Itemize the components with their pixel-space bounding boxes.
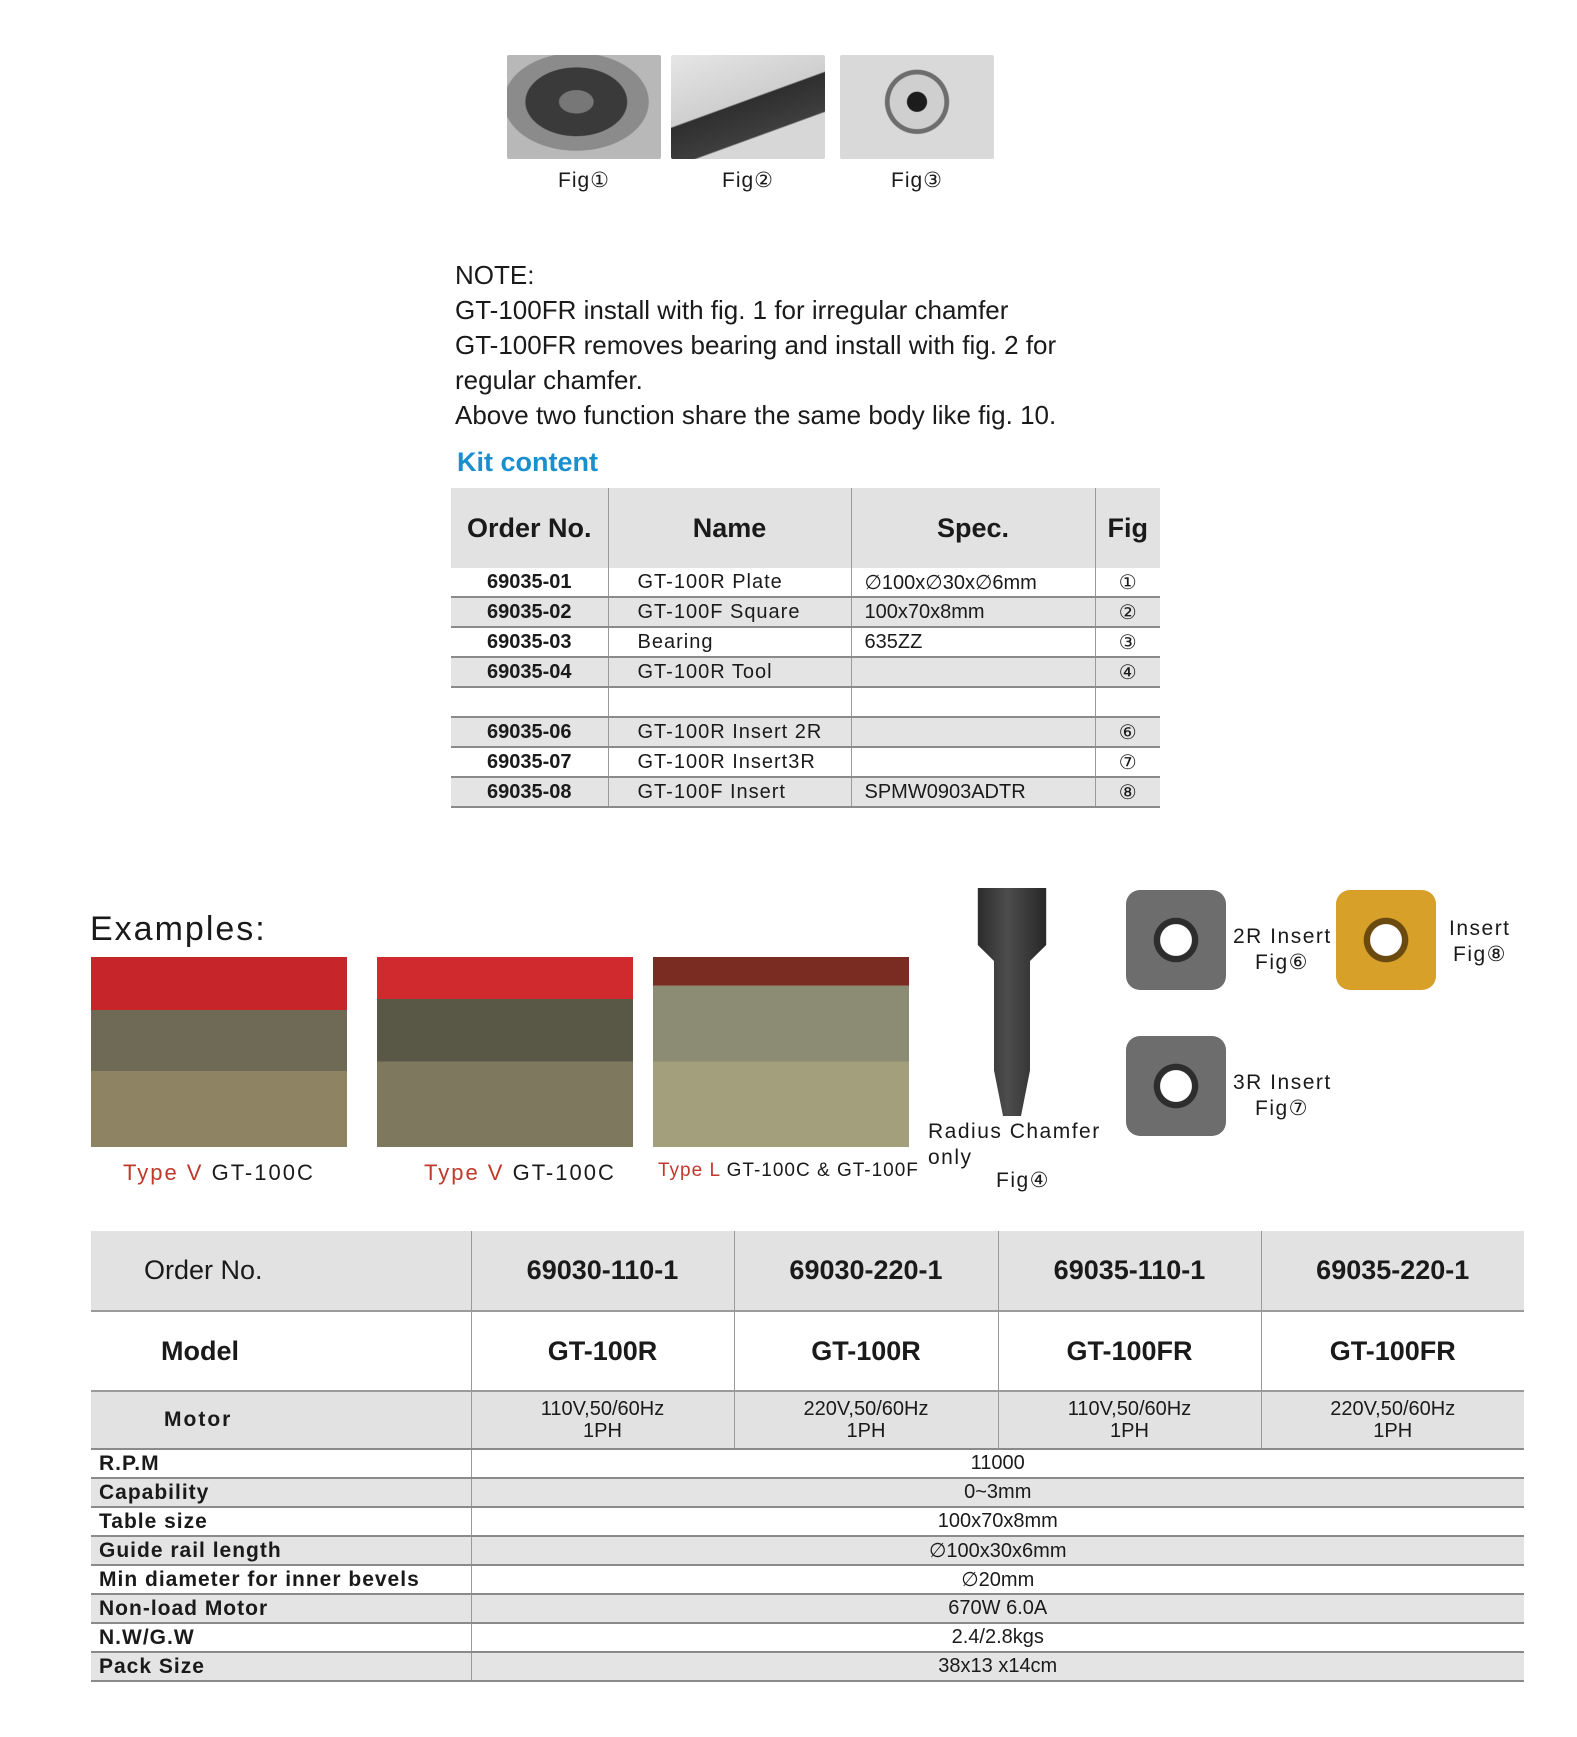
example-caption-3 (658, 1160, 919, 1182)
table-row (451, 777, 1160, 807)
kit-order-no: 69035-07 (451, 747, 608, 777)
kit-name: GT-100R Plate (608, 568, 851, 597)
spec-motor (471, 1391, 734, 1449)
kit-order-no: 69035-02 (451, 597, 608, 627)
kit-name: GT-100R Insert3R (608, 747, 851, 777)
spec-row-label: Capability (91, 1478, 471, 1507)
spec-motor (998, 1391, 1261, 1449)
spec-row-value: ∅100x30x6mm (471, 1536, 1524, 1565)
example-caption-1 (123, 1160, 315, 1186)
spec-order-row (91, 1231, 1524, 1311)
kit-spec (851, 717, 1095, 747)
kit-header-row (451, 488, 1160, 568)
kit-fig: ④ (1095, 657, 1160, 687)
kit-name: GT-100R Tool (608, 657, 851, 687)
fig2-square-image (671, 55, 825, 159)
table-row (451, 568, 1160, 597)
spec-row-label: Min diameter for inner bevels (91, 1565, 471, 1594)
insert-caption (1449, 916, 1511, 968)
kit-order-no (451, 687, 608, 717)
kit-name: GT-100F Insert (608, 777, 851, 807)
spec-order-no: 69030-110-1 (471, 1231, 734, 1311)
radius-tool-image (967, 888, 1057, 1116)
table-row (91, 1478, 1524, 1507)
spec-row-value: 2.4/2.8kgs (471, 1623, 1524, 1652)
spec-model: GT-100R (734, 1311, 998, 1391)
spec-model: GT-100R (471, 1311, 734, 1391)
fig1-caption: Fig① (558, 169, 610, 192)
spec-order-no: 69030-220-1 (734, 1231, 998, 1311)
kit-fig: ⑦ (1095, 747, 1160, 777)
kit-spec: 635ZZ (851, 627, 1095, 657)
spec-order-label: Order No. (91, 1231, 471, 1311)
spec-row-label: Non-load Motor (91, 1594, 471, 1623)
kit-fig: ⑥ (1095, 717, 1160, 747)
spec-motor-voltage: 110V,50/60Hz (540, 1398, 665, 1420)
spec-motor-phase: 1PH (1373, 1420, 1413, 1442)
kit-spec: SPMW0903ADTR (851, 777, 1095, 807)
examples-title: Examples: (90, 910, 267, 948)
kit-name: GT-100R Insert 2R (608, 717, 851, 747)
example-photo-1 (91, 957, 347, 1147)
spec-motor-phase: 1PH (846, 1420, 886, 1442)
insert-fig: Fig⑥ (1255, 951, 1309, 974)
spec-row-value: 100x70x8mm (471, 1507, 1524, 1536)
table-row (451, 597, 1160, 627)
spec-model-label: Model (91, 1311, 471, 1391)
insert-3r-image (1126, 1036, 1226, 1136)
kit-fig: ② (1095, 597, 1160, 627)
kit-header-order: Order No. (451, 488, 608, 568)
tool-caption-line: Radius Chamfer (928, 1120, 1101, 1143)
fig2-caption: Fig② (722, 169, 774, 192)
spec-row-label: R.P.M (91, 1449, 471, 1478)
table-row (91, 1507, 1524, 1536)
kit-fig: ⑧ (1095, 777, 1160, 807)
kit-order-no: 69035-04 (451, 657, 608, 687)
example-photo-3 (653, 957, 909, 1147)
table-row (451, 747, 1160, 777)
fig3-caption: Fig③ (891, 169, 943, 192)
spec-table (91, 1231, 1524, 1682)
kit-header-spec: Spec. (851, 488, 1095, 568)
kit-header-name: Name (608, 488, 851, 568)
tool-fig-caption: Fig④ (996, 1169, 1050, 1192)
table-row (91, 1449, 1524, 1478)
spec-motor-label: Motor (91, 1391, 471, 1449)
insert-fig: Fig⑧ (1453, 943, 1507, 966)
kit-content-title: Kit content (457, 447, 598, 477)
kit-fig: ③ (1095, 627, 1160, 657)
spec-row-value: 670W 6.0A (471, 1594, 1524, 1623)
spec-motor-voltage: 220V,50/60Hz (803, 1398, 929, 1420)
kit-order-no: 69035-01 (451, 568, 608, 597)
kit-fig (1095, 687, 1160, 717)
tool-caption-line: only (928, 1146, 973, 1169)
table-row (451, 717, 1160, 747)
insert-image (1336, 890, 1436, 990)
fig3-bearing-image (840, 55, 994, 159)
table-row (91, 1623, 1524, 1652)
insert-label: 3R Insert (1233, 1071, 1332, 1094)
insert-label: 2R Insert (1233, 925, 1332, 948)
table-row (91, 1594, 1524, 1623)
spec-motor-voltage: 110V,50/60Hz (1067, 1398, 1192, 1420)
spec-row-value: 11000 (471, 1449, 1524, 1478)
insert-label: Insert (1449, 917, 1511, 940)
tool-caption (928, 1119, 1101, 1171)
note-line: GT-100FR removes bearing and install with fig. 2 for (455, 330, 1057, 360)
kit-spec (851, 747, 1095, 777)
spec-order-no: 69035-220-1 (1261, 1231, 1524, 1311)
kit-table (451, 488, 1160, 808)
example-photo-2 (377, 957, 633, 1147)
table-row (451, 657, 1160, 687)
spec-row-value: ∅20mm (471, 1565, 1524, 1594)
insert-2r-image (1126, 890, 1226, 990)
example-model: GT-100C (504, 1160, 616, 1185)
spec-motor (734, 1391, 998, 1449)
spec-model: GT-100FR (1261, 1311, 1524, 1391)
note-block (455, 258, 1155, 433)
example-type: Type L (658, 1160, 721, 1181)
kit-fig: ① (1095, 568, 1160, 597)
spec-motor-row (91, 1391, 1524, 1449)
spec-motor-phase: 1PH (583, 1420, 622, 1442)
table-row (91, 1536, 1524, 1565)
kit-order-no: 69035-06 (451, 717, 608, 747)
kit-order-no: 69035-03 (451, 627, 608, 657)
spec-motor-phase: 1PH (1110, 1420, 1149, 1442)
example-type: Type V (123, 1160, 204, 1185)
table-row (451, 687, 1160, 717)
note-line: NOTE: (455, 260, 535, 290)
spec-row-value: 38x13 x14cm (471, 1652, 1524, 1681)
table-row (91, 1565, 1524, 1594)
spec-row-label: Pack Size (91, 1652, 471, 1681)
example-model: GT-100C & GT-100F (720, 1160, 919, 1181)
example-caption-2 (424, 1160, 616, 1186)
note-line: GT-100FR install with fig. 1 for irregular chamfer (455, 295, 1009, 325)
note-line: Above two function share the same body like fig. 10. (455, 400, 1057, 430)
table-row (91, 1652, 1524, 1681)
spec-row-label: Guide rail length (91, 1536, 471, 1565)
spec-row-value: 0~3mm (471, 1478, 1524, 1507)
insert-fig: Fig⑦ (1255, 1097, 1309, 1120)
kit-name: Bearing (608, 627, 851, 657)
kit-spec (851, 687, 1095, 717)
kit-spec: 100x70x8mm (851, 597, 1095, 627)
spec-row-label: N.W/G.W (91, 1623, 471, 1652)
spec-motor (1261, 1391, 1524, 1449)
kit-name: GT-100F Square (608, 597, 851, 627)
spec-model-row (91, 1311, 1524, 1391)
insert-2r-caption (1233, 924, 1332, 976)
fig1-plate-image (507, 55, 661, 159)
kit-spec: ∅100x∅30x∅6mm (851, 568, 1095, 597)
kit-order-no: 69035-08 (451, 777, 608, 807)
table-row (451, 627, 1160, 657)
example-type: Type V (424, 1160, 505, 1185)
spec-order-no: 69035-110-1 (998, 1231, 1261, 1311)
spec-model: GT-100FR (998, 1311, 1261, 1391)
example-model: GT-100C (203, 1160, 315, 1185)
spec-row-label: Table size (91, 1507, 471, 1536)
kit-spec (851, 657, 1095, 687)
note-line: regular chamfer. (455, 365, 643, 395)
kit-name (608, 687, 851, 717)
kit-header-fig: Fig (1095, 488, 1160, 568)
spec-motor-voltage: 220V,50/60Hz (1330, 1398, 1456, 1420)
insert-3r-caption (1233, 1070, 1332, 1122)
